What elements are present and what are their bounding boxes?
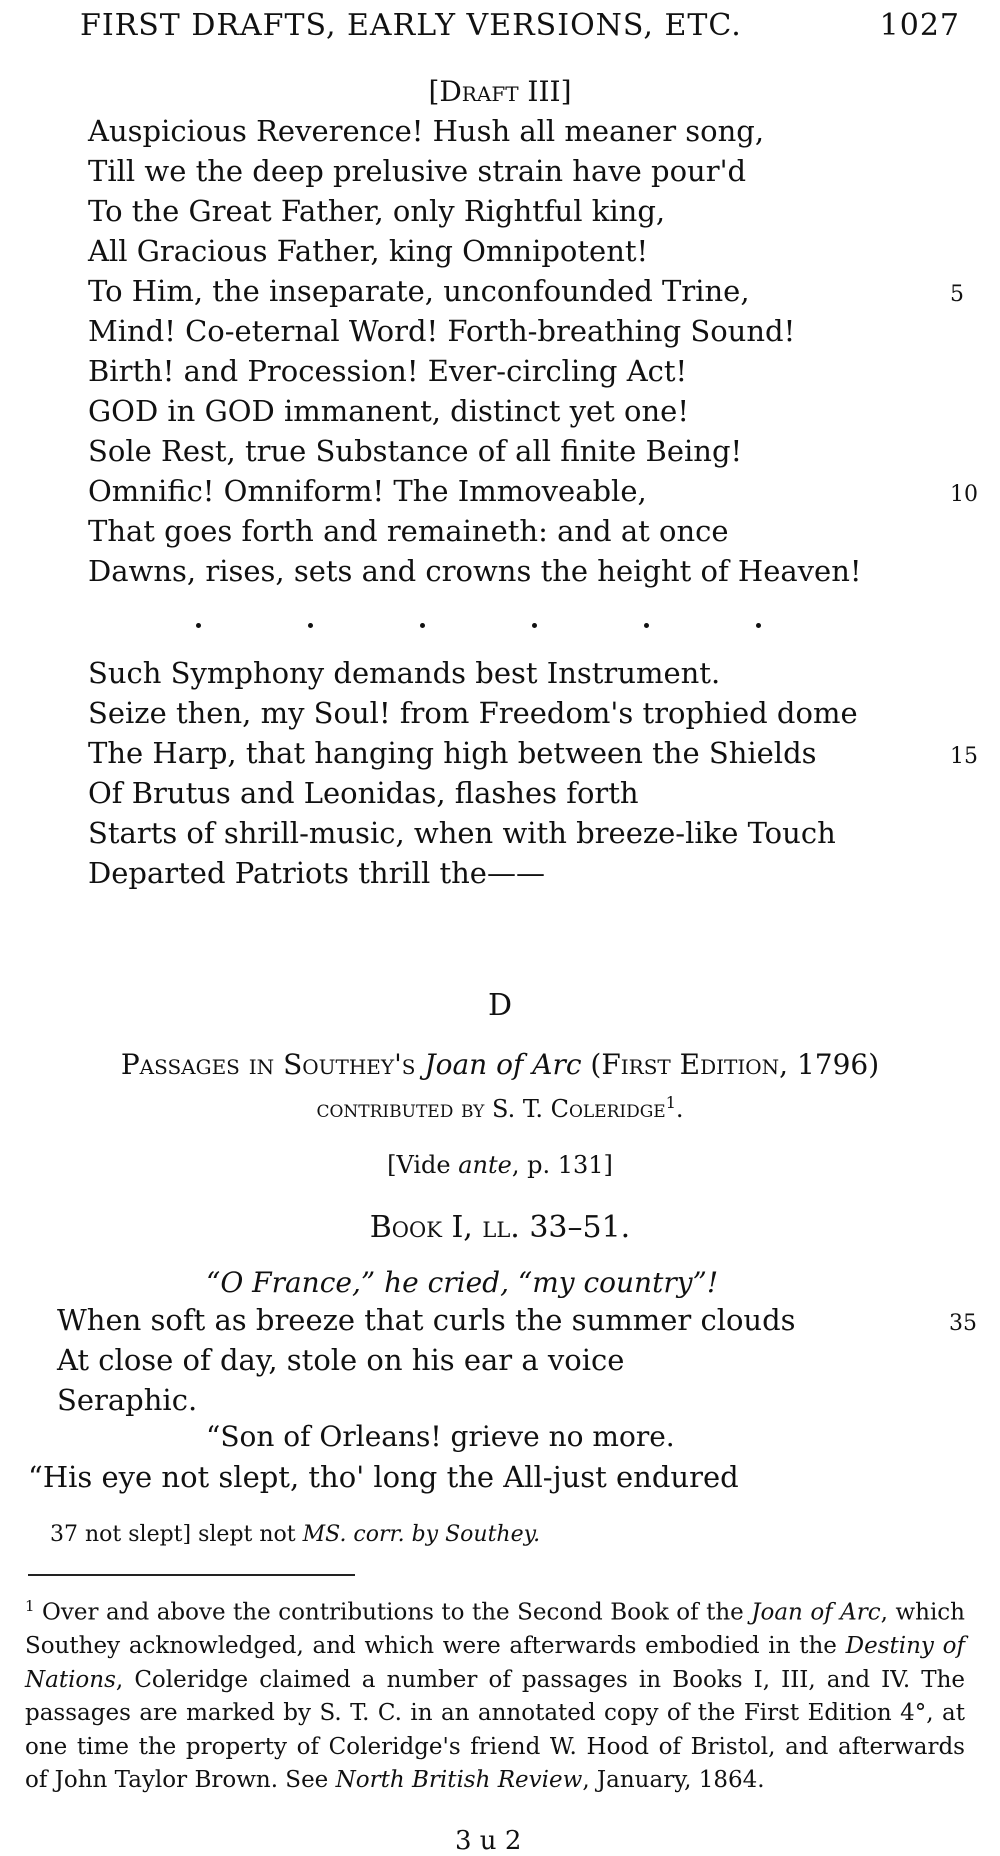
dot bbox=[532, 623, 537, 628]
footnote-text: , which Southey acknowledged, and which were afterwards embodied in the bbox=[25, 1599, 965, 1660]
footnote-reference: 1 bbox=[665, 1093, 676, 1112]
poem-line bbox=[88, 773, 858, 813]
poem-line bbox=[57, 1380, 796, 1420]
poem-line bbox=[88, 693, 858, 733]
excerpt-his-line: “His eye not slept, tho' long the All-just endured bbox=[28, 1460, 739, 1494]
poem-line bbox=[88, 151, 862, 191]
section-subtitle: contributed by S. T. Coleridge$^1$. bbox=[316, 1093, 684, 1123]
poem-line bbox=[88, 813, 858, 853]
poem-line-text: Sole Rest, true Substance of all finite Being! bbox=[88, 434, 743, 468]
footnote-italic-text: Joan of Arc bbox=[751, 1599, 881, 1626]
line-number: 15 bbox=[950, 744, 978, 769]
poem-line-text: Of Brutus and Leonidas, flashes forth bbox=[88, 776, 639, 810]
poem-line bbox=[88, 431, 862, 471]
poem-line-text: The Harp, that hanging high between the Shields bbox=[88, 736, 817, 770]
poem-line-text: Auspicious Reverence! Hush all meaner song, bbox=[88, 114, 765, 148]
draft-poem bbox=[88, 111, 978, 591]
poem-line bbox=[88, 853, 858, 893]
variant-note-number: 37 bbox=[50, 1522, 78, 1547]
footnote-divider bbox=[28, 1574, 355, 1576]
dot bbox=[308, 623, 313, 628]
footnote-text: , January, 1864. bbox=[582, 1767, 765, 1794]
section-title bbox=[0, 1048, 1000, 1081]
signature-mark: 3 u 2 bbox=[455, 1826, 522, 1856]
dot bbox=[756, 623, 761, 628]
poem-line-text: Starts of shrill-music, when with breeze-like Touch bbox=[88, 816, 836, 850]
poem-line-text: At close of day, stole on his ear a voice bbox=[57, 1343, 625, 1377]
running-title: FIRST DRAFTS, EARLY VERSIONS, ETC. bbox=[80, 8, 742, 43]
variant-note-italic: MS. corr. by Southey. bbox=[302, 1522, 541, 1547]
footnote-mark: 1 bbox=[25, 1597, 35, 1615]
poem-line-text: Birth! and Procession! Ever-circling Act! bbox=[88, 354, 688, 388]
variant-note-text: not slept] slept not bbox=[85, 1522, 296, 1547]
line-number: 35 bbox=[949, 1311, 977, 1336]
poem-line bbox=[88, 271, 964, 311]
poem-line bbox=[88, 111, 862, 151]
poem-line bbox=[88, 551, 862, 591]
vide-italic: ante bbox=[458, 1151, 512, 1179]
poem-line-text: When soft as breeze that curls the summer clouds bbox=[57, 1303, 796, 1337]
variant-note bbox=[50, 1522, 540, 1547]
poem-line bbox=[88, 351, 862, 391]
dot bbox=[644, 623, 649, 628]
draft-title: [Draft III] bbox=[428, 75, 572, 108]
excerpt-poem bbox=[57, 1300, 977, 1420]
footnote-text: , Coleridge claimed a number of passages in Books I, III, and IV. The passages are marked by S. T. C. in an annotated copy of the First Edition 4°, at one time the property of Coleridge's friend W. Hood of Bristol, and afterwards of John Taylor Brown. See bbox=[25, 1666, 965, 1794]
poem-line bbox=[88, 511, 862, 551]
book-reference: Book I, ll. 33–51. bbox=[369, 1210, 631, 1245]
excerpt-son-line: “Son of Orleans! grieve no more. bbox=[206, 1420, 675, 1453]
poem-line-text: To Him, the inseparate, unconfounded Trine, bbox=[88, 274, 750, 308]
line-number: 5 bbox=[950, 282, 964, 307]
section-title-italic: Joan of Arc bbox=[424, 1048, 582, 1081]
footnote-italic-text: North British Review bbox=[335, 1767, 583, 1794]
excerpt-opening: “O France,” he cried, “my country”! bbox=[206, 1266, 719, 1299]
footnote-italic-text: Destiny of Nations bbox=[25, 1633, 965, 1693]
poem-line-text: Mind! Co-eternal Word! Forth-breathing Sound! bbox=[88, 314, 796, 348]
poem-line-text: Dawns, rises, sets and crowns the height of Heaven! bbox=[88, 554, 862, 588]
page-number: 1027 bbox=[879, 8, 960, 43]
poem-line-text: Till we the deep prelusive strain have pour'd bbox=[88, 154, 747, 188]
footnote-text: Over and above the contributions to the Second Book of the bbox=[42, 1599, 752, 1626]
vide-reference bbox=[0, 1151, 1000, 1179]
footnote bbox=[25, 1590, 965, 1798]
vide-prefix: [Vide bbox=[387, 1151, 451, 1179]
poem-line-text: Seize then, my Soul! from Freedom's trophied dome bbox=[88, 696, 858, 730]
section-title-suffix: (First Edition, 1796) bbox=[590, 1048, 880, 1081]
draft-poem-continued bbox=[88, 653, 978, 893]
poem-line bbox=[88, 231, 862, 271]
poem-line-text: To the Great Father, only Rightful king, bbox=[88, 194, 666, 228]
line-number: 10 bbox=[950, 482, 978, 507]
poem-line bbox=[57, 1300, 796, 1340]
poem-line-text: Seraphic. bbox=[57, 1383, 198, 1417]
poem-line-text: Departed Patriots thrill the—— bbox=[88, 856, 545, 890]
poem-line-text: GOD in GOD immanent, distinct yet one! bbox=[88, 394, 689, 428]
vide-suffix: , p. 131] bbox=[511, 1151, 613, 1179]
poem-line bbox=[88, 471, 978, 511]
poem-line bbox=[88, 191, 862, 231]
poem-line-text: Omnific! Omniform! The Immoveable, bbox=[88, 474, 647, 508]
poem-line bbox=[88, 311, 862, 351]
poem-line bbox=[88, 733, 978, 773]
section-title-prefix: Passages in Southey's bbox=[120, 1048, 416, 1081]
poem-line-text: Such Symphony demands best Instrument. bbox=[88, 656, 721, 690]
section-subtitle-text: contributed by S. T. Coleridge bbox=[316, 1095, 666, 1123]
section-letter: D bbox=[487, 988, 513, 1023]
poem-line-text: That goes forth and remaineth: and at once bbox=[88, 514, 729, 548]
dot bbox=[196, 623, 201, 628]
poem-line bbox=[88, 391, 862, 431]
poem-line bbox=[88, 653, 858, 693]
dot bbox=[420, 623, 425, 628]
ellipsis-dots bbox=[90, 623, 950, 643]
footnote-body bbox=[25, 1600, 965, 1794]
poem-line-text: All Gracious Father, king Omnipotent! bbox=[88, 234, 649, 268]
